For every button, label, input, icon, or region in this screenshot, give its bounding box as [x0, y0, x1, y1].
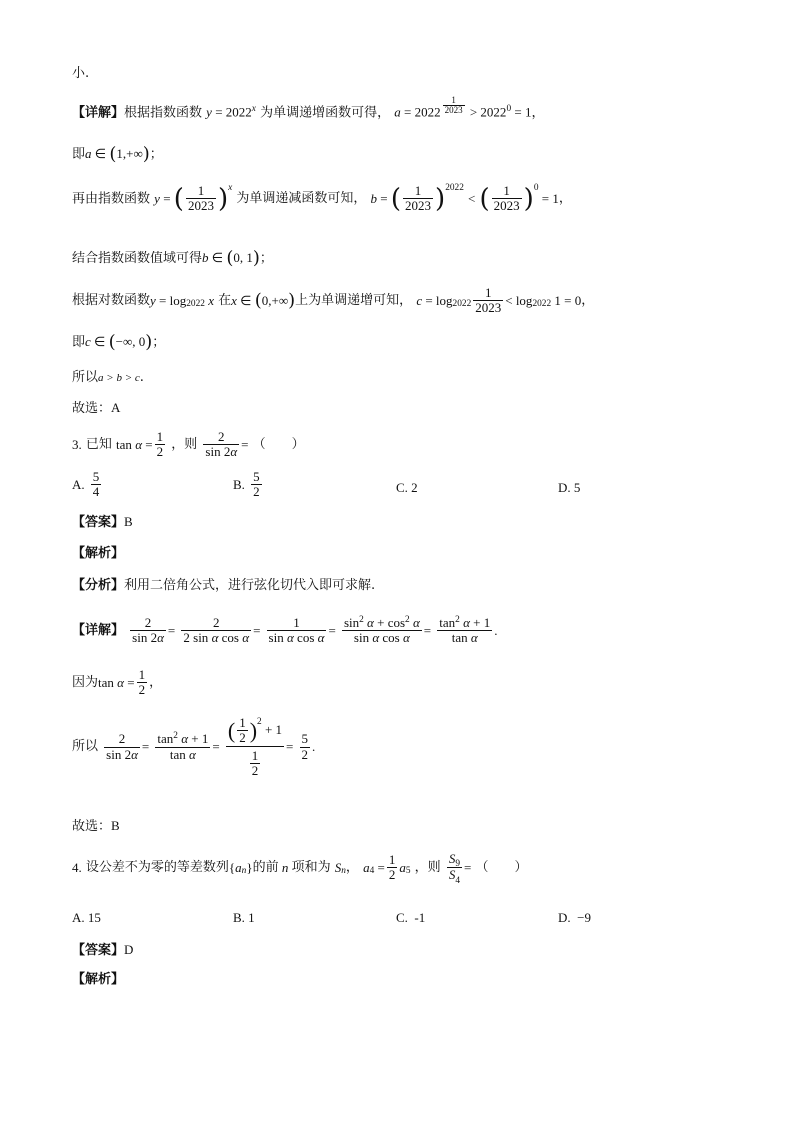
q3-final-answer: 故选：B	[72, 818, 120, 834]
math-expr: y	[206, 104, 212, 120]
q3-option-a: A. $\frac{5}{4}$	[72, 469, 100, 500]
q3-detail-derivation: 【详解】 $\frac{2}{\sin 2\alpha}$ = $\frac{2}{\text{2 sin α cos α}}$ = $\frac{1}{\text{sin α cos α}}$ = $\frac{\sin^2 \alpha + \cos^2 \alpha}{\text{sin α cos α}}$ = $\frac{\tan^2 \alpha + 1}{\text{tan α}}$ .	[72, 614, 498, 646]
q4-jiexi-heading: 【解析】	[72, 972, 125, 987]
q4-option-d: D. −9	[558, 910, 591, 925]
q3-option-c: C. 2	[396, 480, 418, 495]
q3-option-d: D. 5	[558, 480, 581, 495]
q3-jiexi-heading: 【解析】	[72, 546, 125, 561]
q2-line-4: 结合指数函数值域可得b ∈ (0, 1)；	[72, 247, 273, 269]
q2-text: 为单调递增函数可得，	[260, 105, 391, 121]
q4-option-a: A. 15	[72, 910, 101, 925]
q3-because: 因为tan α = $\frac{1}{2}$ ，	[72, 667, 163, 698]
q4-stem: 4. 设公差不为零的等差数列{an}的前 n 项和为 Sn， a4 = $\frac{1}{2}$ a5 ，则 $\frac{S_9}{S_4}$ = （ ）	[72, 851, 528, 886]
q3-stem: 3. 已知 tan α = $\frac{1}{2}$ ，则 $\frac{2}{\sin 2\alpha}$ = （ ）	[72, 429, 305, 460]
q3-analysis: 【分析】利用二倍角公式，进行弦化切代入即可求解.	[72, 578, 376, 593]
text-fragment: 小.	[72, 66, 90, 81]
q2-line-3: 再由指数函数 y = ( $\frac{1}{2023}$ )$^x$ 为单调递减函数可知， b = ( $\frac{1}{2023}$ )$^{2022}$ < ( $\frac{1}{2023}$ )$^0$ = 1，	[72, 183, 572, 214]
q3-therefore: 所以 $\frac{2}{\sin 2\alpha}$ = $\frac{\tan^2 \alpha + 1}{\text{tan α}}$ = ( $\frac{1}{2}$ )$^2$ + 1 $\frac{1}{2}$ = $\frac{5}{2}$ .	[72, 715, 316, 778]
q2-text: 根据指数函数	[124, 105, 203, 121]
detail-label: 【详解】	[72, 105, 125, 121]
q2-line-7: 所以a > b > c.	[72, 370, 144, 385]
q3-option-b: B. $\frac{5}{2}$	[233, 469, 260, 500]
q2-detail-line-1: 【详解】根据指数函数 $y = 2022^x$ 为单调递增函数可得， a = 2022 $^{\frac{1}{2023}}$ > $2022^0 = 1$，	[72, 94, 545, 121]
q4-option-c: C. -1	[396, 910, 426, 925]
q3-answer: 【答案】B	[72, 514, 133, 530]
q2-final-answer: 故选：A	[72, 400, 121, 416]
q2-line-6: 即c ∈ (−∞, 0)；	[72, 331, 166, 353]
q4-answer: 【答案】D	[72, 942, 134, 958]
q2-line-5: 根据对数函数y = log2022 x 在x ∈ (0,+∞)上为单调递增可知， c = log2022 $\frac{1}{2023}$ < log2022 1 = 0，	[72, 285, 595, 316]
q4-option-b: B. 1	[233, 910, 255, 925]
q2-line-2: 即a ∈ (1,+∞)；	[72, 143, 163, 165]
